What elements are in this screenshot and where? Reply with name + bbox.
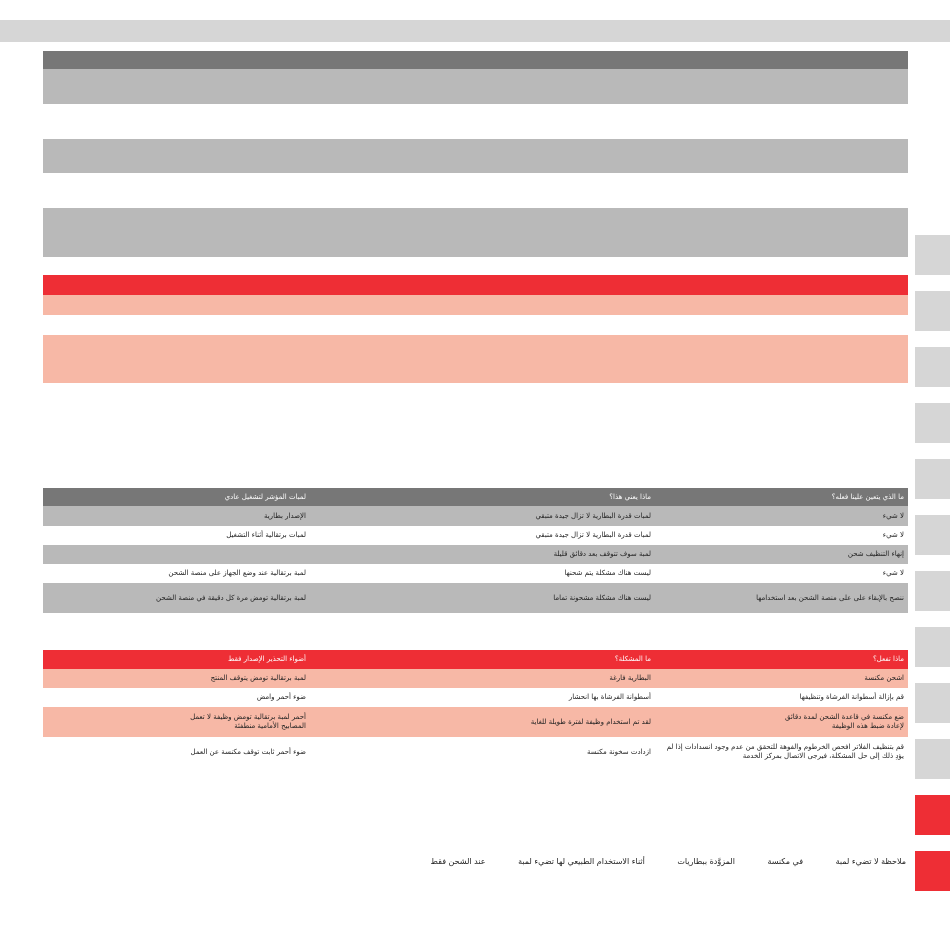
table-row xyxy=(43,669,908,688)
header-cell: ماذا تفعل؟ xyxy=(655,650,908,669)
table-cell: اشحن مكنسة xyxy=(655,669,908,688)
table-cell: البطارية فارغة xyxy=(310,669,655,688)
table-row xyxy=(43,526,908,545)
warning-lights-table xyxy=(43,650,908,767)
table-cell: ضوء أحمر وامض xyxy=(43,688,310,707)
table-header xyxy=(43,488,908,506)
table-cell: لمبة سوف تتوقف بعد دقائق قليلة xyxy=(310,545,655,564)
table-row xyxy=(43,688,908,707)
footnote-part: المزوَّدة ببطاريات xyxy=(677,857,735,866)
grey-band-1 xyxy=(43,69,908,104)
header-cell: أضواء التحذير الإصدار فقط xyxy=(43,650,310,669)
pink-band-1 xyxy=(43,295,908,315)
red-band xyxy=(43,275,908,295)
table-row xyxy=(43,506,908,526)
indicator-lights-table xyxy=(43,488,908,613)
table-cell: لا شيء xyxy=(655,526,908,545)
table-cell xyxy=(43,545,310,564)
table-cell: لا شيء xyxy=(655,506,908,526)
table-row xyxy=(43,545,908,564)
pink-band-2 xyxy=(43,335,908,383)
table-cell: إنهاء التنظيف شحن xyxy=(655,545,908,564)
side-tab-11[interactable] xyxy=(915,795,950,835)
table-cell: ازدادت سخونة مكنسة xyxy=(310,737,655,767)
table-row xyxy=(43,707,908,737)
header-cell: لمبات المؤشر لتشغيل عادي xyxy=(43,488,310,506)
footnote xyxy=(401,857,906,866)
footnote-part: عند الشحن فقط xyxy=(430,857,486,866)
side-tab-3[interactable] xyxy=(915,347,950,387)
table-cell: لمبة برتقالية تومض يتوقف المنتج xyxy=(43,669,310,688)
table-row xyxy=(43,564,908,583)
side-tab-6[interactable] xyxy=(915,515,950,555)
table-cell: ليست هناك مشكلة يتم شحنها xyxy=(310,564,655,583)
table-row xyxy=(43,583,908,613)
table-row xyxy=(43,737,908,767)
grey-band-3 xyxy=(43,208,908,257)
side-tab-10[interactable] xyxy=(915,739,950,779)
table-cell: قم بتنظيف الفلاتر افحص الخرطوم والفوهة للتحقق من عدم وجود انسدادات إذا لم يؤدِ ذلك إلى حل المشكلة، فيرجى الاتصال بمركز الخدمة xyxy=(655,737,908,767)
table-cell: لا شيء xyxy=(655,564,908,583)
side-tab-4[interactable] xyxy=(915,403,950,443)
table-cell: ضوء أحمر ثابت توقف مكنسة عن العمل xyxy=(43,737,310,767)
grey-band-2 xyxy=(43,139,908,173)
table-cell: الإصدار بطارية xyxy=(43,506,310,526)
header-cell: ماذا يعني هذا؟ xyxy=(310,488,655,506)
table-cell: قم بإزالة أسطوانة الفرشاة وتنظيفها xyxy=(655,688,908,707)
footnote-part: في مكنسة xyxy=(767,857,804,866)
table-cell: ليست هناك مشكلة مشحونة تماما xyxy=(310,583,655,613)
header-cell: ما الذي يتعين علينا فعله؟ xyxy=(655,488,908,506)
footnote-part: ملاحظة لا تضيء لمبة xyxy=(835,857,906,866)
side-tab-1[interactable] xyxy=(915,235,950,275)
side-tab-7[interactable] xyxy=(915,571,950,611)
table-cell: ضع مكنسة في قاعدة الشحن لمدة دقائق لإعادة ضبط هذه الوظيفة xyxy=(655,707,908,737)
side-tab-2[interactable] xyxy=(915,291,950,331)
header-cell: ما المشكلة؟ xyxy=(310,650,655,669)
side-tab-12[interactable] xyxy=(915,851,950,891)
table-cell: لقد تم استخدام وظيفة لفترة طويلة للغاية xyxy=(310,707,655,737)
table-cell: أحمر لمبة برتقالية تومض وظيفة لا تعمل المصابيح الأمامية منطفئة xyxy=(43,707,310,737)
top-bar xyxy=(0,20,950,42)
table-header xyxy=(43,650,908,669)
table-cell: لمبات برتقالية أثناء التشغيل xyxy=(43,526,310,545)
table-cell: لمبات قدرة البطارية لا تزال جيدة متبقي xyxy=(310,526,655,545)
table-cell: لمبة برتقالية عند وضع الجهاز على منصة الشحن xyxy=(43,564,310,583)
side-tab-9[interactable] xyxy=(915,683,950,723)
side-tab-8[interactable] xyxy=(915,627,950,667)
side-tab-5[interactable] xyxy=(915,459,950,499)
table-cell: أسطوانة الفرشاة بها انحشار xyxy=(310,688,655,707)
table-cell: لمبات قدرة البطارية لا تزال جيدة متبقي xyxy=(310,506,655,526)
table-cell: لمبة برتقالية تومض مرة كل دقيقة في منصة الشحن xyxy=(43,583,310,613)
table-cell: ننصح بالإبقاء على على منصة الشحن بعد استخدامها xyxy=(655,583,908,613)
header-band-dark xyxy=(43,51,908,69)
footnote-part: أثناء الاستخدام الطبيعي لها تضيء لمبة xyxy=(518,857,645,866)
